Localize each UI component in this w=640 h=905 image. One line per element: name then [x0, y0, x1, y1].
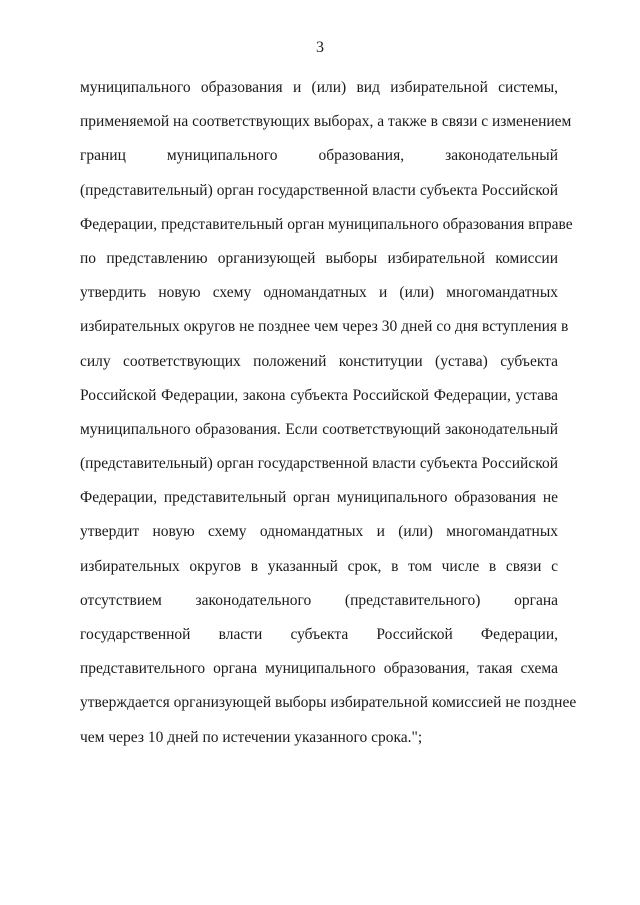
text-line: представительного органа муниципального образования, такая схема: [80, 660, 558, 678]
text-line: отсутствием законодательного (представительного) органа: [80, 591, 558, 609]
text-line: утвердит новую схему одномандатных и (или) многомандатных: [80, 523, 558, 541]
text-line: избирательных округов не позднее чем через 30 дней со дня вступления в: [80, 318, 569, 336]
text-line: (представительный) орган государственной власти субъекта Российской: [80, 455, 558, 473]
text-line: силу соответствующих положений конституции (устава) субъекта: [80, 352, 558, 370]
text-line: Федерации, представительный орган муниципального образования не: [80, 489, 558, 507]
text-line: Федерации, представительный орган муниципального образования вправе: [80, 215, 573, 233]
text-line: утвердить новую схему одномандатных и (или) многомандатных: [80, 284, 558, 302]
text-line: избирательных округов в указанный срок, в том числе в связи с: [80, 557, 558, 575]
text-line: границ муниципального образования, законодательный: [80, 147, 558, 165]
page-number: 3: [316, 39, 324, 56]
text-line: утверждается организующей выборы избирательной комиссией не позднее: [80, 694, 577, 712]
text-line: применяемой на соответствующих выборах, а также в связи с изменением: [80, 113, 572, 131]
text-line: (представительный) орган государственной власти субъекта Российской: [80, 181, 558, 199]
text-line: муниципального образования и (или) вид избирательной системы,: [80, 79, 558, 96]
text-line: Российской Федерации, закона субъекта Российской Федерации, устава: [80, 386, 558, 404]
text-line: муниципального образования. Если соответствующий законодательный: [80, 420, 558, 438]
text-line: чем через 10 дней по истечении указанного срока.";: [80, 728, 423, 746]
text-line: по представлению организующей выборы избирательной комиссии: [80, 249, 558, 267]
text-line: государственной власти субъекта Российской Федерации,: [80, 626, 558, 643]
document-body: [80, 76, 577, 760]
